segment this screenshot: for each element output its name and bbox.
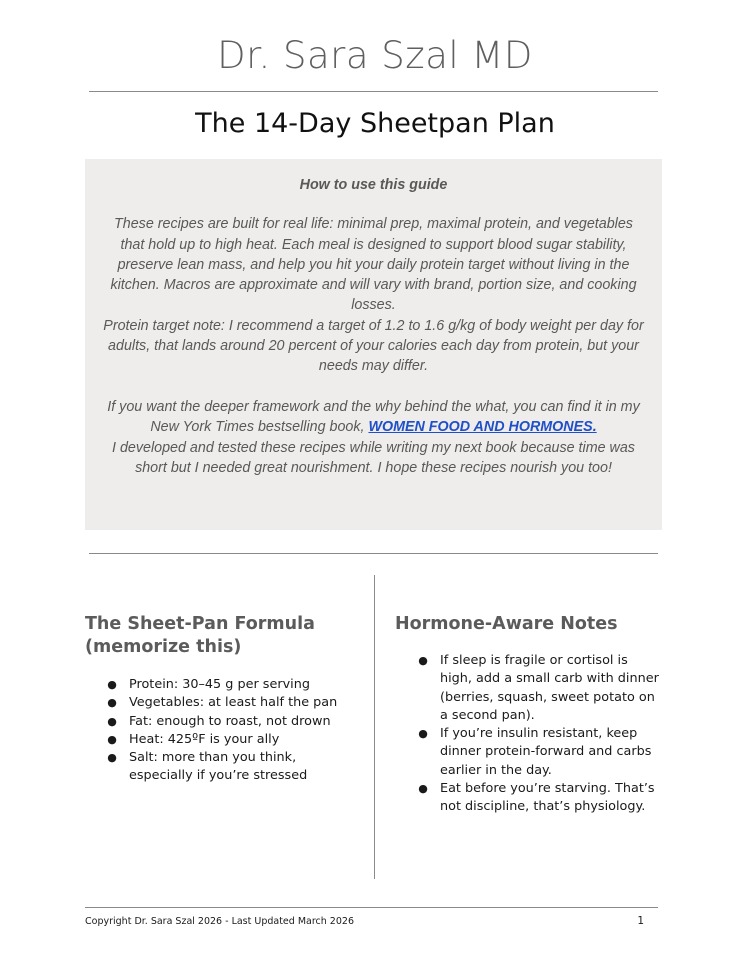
book-reference-text: If you want the deeper framework and the why behind the what, you can find it in my New York Times bestselling book, — [107, 398, 640, 436]
hormone-notes-heading: Hormone-Aware Notes — [395, 614, 618, 634]
guide-intro-paragraph: These recipes are built for real life: minimal prep, maximal protein, and vegetables that hold up to high heat. Each meal is designed to support blood sugar stability, preserve lean mass, and help you hit your daily protein target without living in the kitchen. Macros are approximate and will vary with brand, portion size, and cooking losses. — [110, 216, 637, 314]
list-item-text: Salt: more than you think, especially if you’re stressed — [129, 750, 308, 784]
hormone-notes-list — [418, 652, 660, 817]
list-item — [107, 713, 357, 731]
closing-paragraph: I developed and tested these recipes while writing my next book because time was short but I needed great nourishment. I hope these recipes nourish you too! — [112, 439, 635, 476]
list-item-text: Eat before you’re starving. That’s not discipline, that’s physiology. — [440, 781, 655, 815]
guide-heading: How to use this guide — [299, 177, 448, 193]
list-item-text: Protein: 30–45 g per serving — [129, 677, 310, 692]
formula-list — [107, 676, 357, 786]
page-number: 1 — [637, 915, 644, 927]
footer-copyright: Copyright Dr. Sara Szal 2026 - Last Updated March 2026 — [85, 916, 354, 927]
bullet-icon: ● — [107, 732, 117, 746]
list-item — [418, 652, 660, 725]
book-reference-paragraph — [103, 397, 644, 438]
header-rule — [89, 91, 658, 92]
list-item — [107, 676, 357, 694]
protein-target-note: Protein target note: I recommend a target of 1.2 to 1.6 g/kg of body weight per day for adults, that lands around 20 percent of your calories each day from protein, but your needs may differ. — [103, 317, 644, 375]
list-item-text: Heat: 425ºF is your ally — [129, 731, 280, 747]
list-item-text: Fat: enough to roast, not drown — [129, 713, 331, 729]
guide-spacer — [103, 377, 644, 397]
document-title: The 14-Day Sheetpan Plan — [195, 108, 555, 139]
formula-heading: The Sheet-Pan Formula (memorize this) — [85, 614, 315, 657]
bullet-icon: ● — [107, 696, 117, 710]
section-rule — [89, 553, 658, 554]
bullet-icon: ● — [107, 714, 117, 728]
bullet-icon: ● — [418, 727, 428, 741]
list-item — [107, 694, 357, 712]
bullet-icon: ● — [107, 751, 117, 765]
footer-rule — [85, 907, 658, 908]
list-item — [418, 725, 660, 780]
bullet-icon: ● — [418, 654, 428, 667]
author-name: Dr. Sara Szal MD — [217, 34, 533, 77]
list-item — [418, 780, 660, 817]
list-item-text: Vegetables: at least half the pan — [129, 695, 338, 711]
bullet-icon: ● — [418, 782, 428, 796]
list-item-text: If sleep is fragile or cortisol is high, add a small carb with dinner (berries, squash, sweet potato on a second pan). — [440, 653, 659, 723]
book-link[interactable]: WOMEN FOOD AND HORMONES. — [368, 419, 597, 436]
list-item — [107, 749, 357, 786]
list-item-text: If you’re insulin resistant, keep dinner protein-forward and carbs earlier in the day. — [440, 726, 652, 778]
column-divider — [374, 575, 375, 879]
bullet-icon: ● — [107, 678, 117, 691]
guide-box — [85, 159, 662, 530]
list-item — [107, 731, 357, 749]
